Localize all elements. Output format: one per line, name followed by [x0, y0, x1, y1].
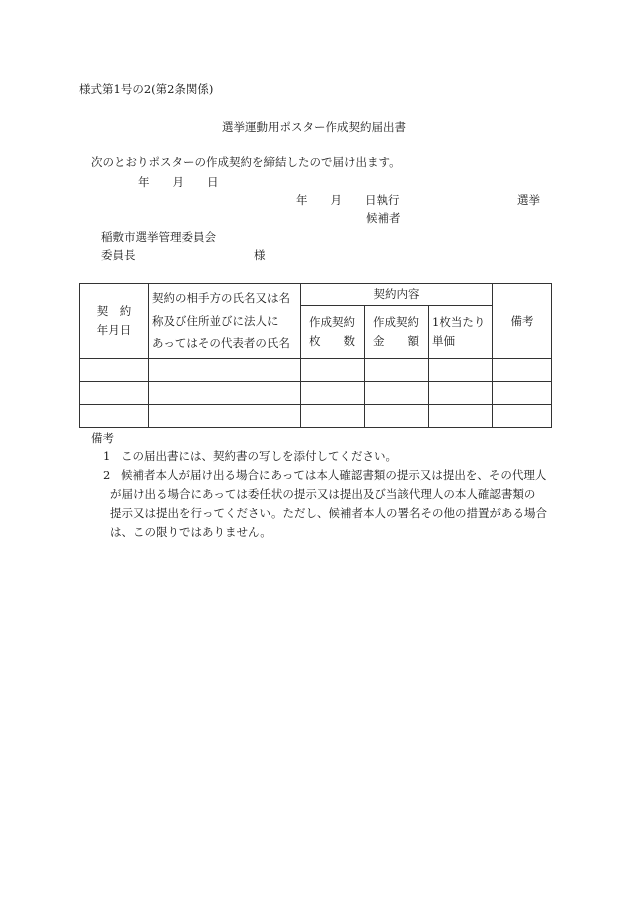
table-cell[interactable] [149, 405, 301, 428]
table-cell[interactable] [429, 359, 493, 382]
intro-text: 次のとおりポスターの作成契約を締結したので届け出ます。 [91, 155, 401, 169]
election-date: 年 月 日執行 [296, 193, 400, 207]
note-1-number: 1 [103, 449, 111, 463]
amount-header-line2: 金 額 [373, 334, 419, 348]
unit-price-header-line1: 1枚当たり [432, 315, 486, 330]
note-1-text: この届出書には、契約書の写しを添付してください。 [121, 449, 397, 463]
table-row [80, 359, 552, 382]
counterparty-header-line1: 契約の相手方の氏名又は名 [152, 290, 290, 305]
note-2-line4: は、この限りではありません。 [110, 525, 272, 539]
note-2-line1: 候補者本人が届け出る場合にあっては本人確認書類の提示又は提出を、その代理人 [121, 468, 547, 482]
notes-heading: 備考 [91, 431, 114, 445]
table-cell[interactable] [80, 382, 149, 405]
candidate-label: 候補者 [366, 211, 401, 225]
table-cell[interactable] [301, 405, 365, 428]
contract-content-header: 契約内容 [301, 284, 493, 306]
table-cell[interactable] [149, 359, 301, 382]
table-cell[interactable] [493, 382, 552, 405]
note-2-line3: 提示又は提出を行ってください。ただし、候補者本人の署名その他の措置がある場合 [110, 506, 547, 520]
addressee-honorific: 様 [254, 248, 266, 262]
addressee-org: 稲敷市選挙管理委員会 [101, 230, 216, 244]
note-2-line2: が届け出る場合にあっては委任状の提示又は提出及び当該代理人の本人確認書類の [110, 487, 536, 501]
submission-date: 年 月 日 [138, 175, 219, 189]
contract-date-header [80, 284, 149, 359]
quantity-header-line1: 作成契約 [309, 315, 355, 330]
note-2-number: 2 [103, 468, 111, 482]
contract-table [79, 283, 552, 428]
amount-header-line1: 作成契約 [373, 315, 419, 330]
form-number: 様式第1号の2(第2条関係) [79, 82, 214, 96]
counterparty-header [149, 284, 301, 359]
table-cell[interactable] [365, 405, 429, 428]
table-cell[interactable] [301, 382, 365, 405]
unit-price-header [429, 306, 493, 359]
table-cell[interactable] [493, 359, 552, 382]
amount-header [365, 306, 429, 359]
table-row [80, 405, 552, 428]
addressee-chair: 委員長 [101, 248, 136, 262]
table-cell[interactable] [493, 405, 552, 428]
table-cell[interactable] [301, 359, 365, 382]
form-title: 選挙運動用ポスター作成契約届出書 [222, 120, 406, 134]
unit-price-header-line2: 単価 [432, 334, 455, 348]
table-cell[interactable] [80, 405, 149, 428]
table-row [80, 382, 552, 405]
table-cell[interactable] [365, 359, 429, 382]
contract-date-header-line1: 契 約 [96, 304, 132, 319]
contract-date-header-line2: 年月日 [96, 323, 132, 337]
quantity-header [301, 306, 365, 359]
table-cell[interactable] [149, 382, 301, 405]
counterparty-header-line2: 称及び住所並びに法人に [152, 313, 279, 328]
table-cell[interactable] [429, 382, 493, 405]
quantity-header-line2: 枚 数 [309, 334, 355, 348]
counterparty-header-line3: あってはその代表者の氏名 [152, 336, 290, 351]
table-cell[interactable] [429, 405, 493, 428]
table-cell[interactable] [80, 359, 149, 382]
table-cell[interactable] [365, 382, 429, 405]
remarks-header: 備考 [493, 284, 552, 359]
election-label: 選挙 [517, 193, 540, 207]
